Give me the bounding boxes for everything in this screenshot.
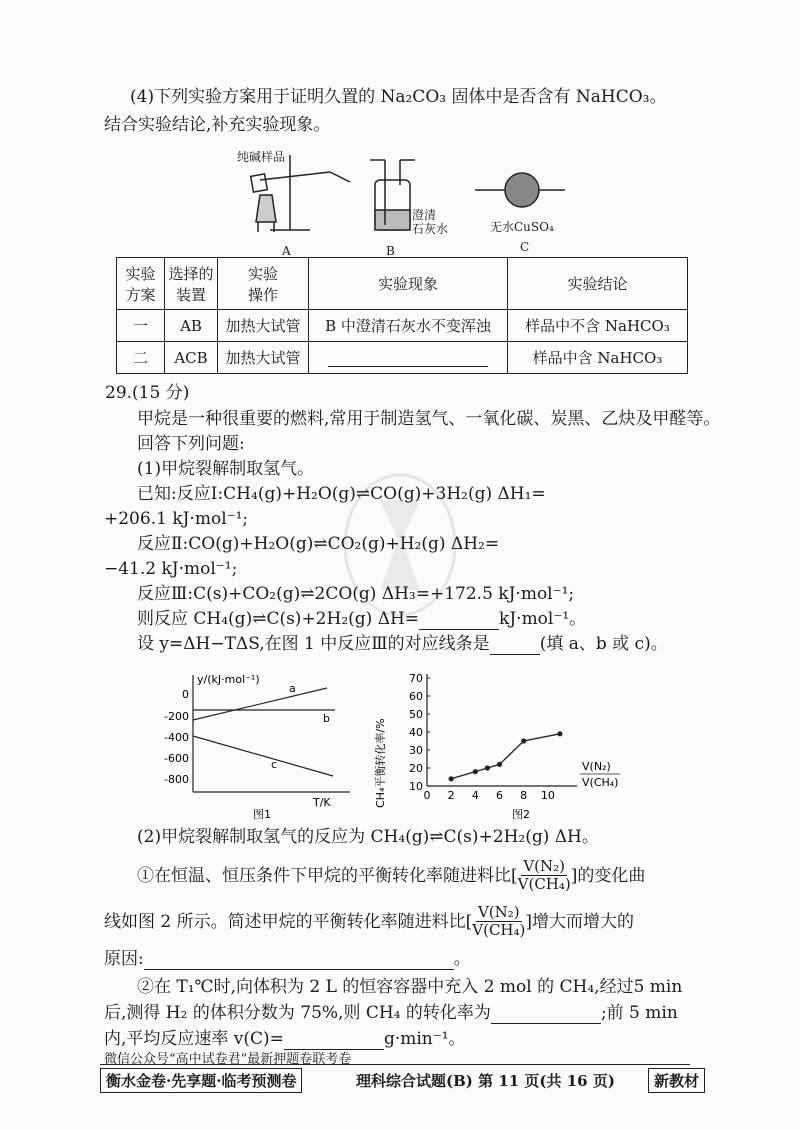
cell-conclusion: 样品中含 NaHCO₃ xyxy=(508,342,688,374)
q4-line2: 结合实验结论,补充实验现象。 xyxy=(104,115,331,135)
chart-data-point xyxy=(485,765,490,770)
chart-xtick-label: 2 xyxy=(447,789,455,802)
table-row xyxy=(117,310,688,342)
answer-blank-line[interactable] xyxy=(490,636,540,655)
answer-blank-phenomenon[interactable] xyxy=(328,348,488,367)
footer-brand: 衡水金卷·先享题·临考预测卷 xyxy=(100,1068,302,1093)
header-op-2: 操作 xyxy=(247,285,278,304)
chart-ytick-label: 40 xyxy=(409,726,423,739)
q29-p1 xyxy=(137,858,645,893)
fig1-ylabel: y/(kJ·mol⁻¹) xyxy=(197,673,260,686)
q29-p3-label: 原因: xyxy=(104,949,144,969)
table-header-row xyxy=(117,258,688,310)
ratio-fraction xyxy=(472,904,525,939)
footer-page: 理科综合试题(B) 第 11 页(共 16 页) xyxy=(356,1072,615,1090)
q29-r4a: 则反应 CH₄(g)⇌C(s)+2H₂(g) ΔH= xyxy=(137,609,420,629)
q29-r5 xyxy=(137,633,668,655)
footer-rule xyxy=(100,1064,690,1065)
header-plan xyxy=(117,258,165,310)
header-device xyxy=(165,258,218,310)
ratio-den: V(CH₄) xyxy=(472,921,526,939)
q29-r2b: −41.2 kJ·mol⁻¹; xyxy=(104,559,238,579)
q29-r4 xyxy=(137,608,586,630)
label-limewater-1: 澄清 xyxy=(412,208,437,222)
chart-ytick-label: 60 xyxy=(409,690,423,703)
q29-p5a: 后,测得 H₂ 的体积分数为 75%,则 CH₄ 的转化率为 xyxy=(104,1003,491,1023)
label-cuso4: 无水CuSO₄ xyxy=(490,220,554,234)
table-row xyxy=(117,342,688,374)
cell-plan: 二 xyxy=(117,342,165,374)
answer-blank-reason[interactable] xyxy=(144,951,454,970)
fig1-xlabel: T/K xyxy=(313,796,331,809)
chart-xtick-label: 0 xyxy=(423,789,431,802)
header-device-1: 选择的 xyxy=(168,264,214,283)
ratio-den: V(CH₄) xyxy=(517,875,571,893)
fig1-label-b: b xyxy=(323,712,330,725)
ratio-num: V(N₂) xyxy=(477,903,520,921)
label-b: B xyxy=(386,244,395,258)
fig1-tick: -600 xyxy=(164,752,189,765)
q29-intro2: 回答下列问题: xyxy=(137,434,245,454)
chart-xtick-label: 4 xyxy=(471,789,479,802)
apparatus-b xyxy=(370,160,415,230)
q29-p5 xyxy=(104,1002,678,1024)
fig1-tick: -200 xyxy=(164,710,189,723)
chart-xlabel-den: V(CH₄) xyxy=(582,776,619,789)
q29-r1b: +206.1 kJ·mol⁻¹; xyxy=(104,509,249,529)
ratio-fraction xyxy=(518,858,571,893)
label-limewater-2: 石灰水 xyxy=(412,222,449,236)
q29-r5a: 设 y=ΔH−TΔS,在图 1 中反应Ⅲ的对应线条是 xyxy=(137,634,490,654)
chart-xtick-label: 8 xyxy=(520,789,528,802)
chart-xlabel-num: V(N₂) xyxy=(582,760,611,773)
q29-p4: ②在 T₁℃时,向体积为 2 L 的恒容容器中充入 2 mol 的 CH₄,经过5 min xyxy=(137,977,683,997)
header-plan-1: 实验 xyxy=(125,264,156,283)
label-sample: 纯碱样品 xyxy=(237,150,286,164)
q29-p6b: g·min⁻¹。 xyxy=(383,1029,466,1049)
cell-phenomenon: B 中澄清石灰水不变浑浊 xyxy=(309,310,508,342)
ratio-num: V(N₂) xyxy=(523,857,566,875)
q29-p3-end: 。 xyxy=(453,949,471,969)
fig1-tick: -800 xyxy=(164,773,189,786)
experiment-table xyxy=(116,257,688,374)
header-phenomenon: 实验现象 xyxy=(309,258,508,310)
chart-data-point xyxy=(557,731,562,736)
wechat-note: 微信公众号“高中试卷君”最新押题卷联考卷 xyxy=(104,1052,352,1067)
label-c: C xyxy=(520,240,530,254)
apparatus-c xyxy=(475,173,565,207)
fig1-tick: -400 xyxy=(164,731,189,744)
fig1-label-a: a xyxy=(289,682,296,695)
cell-conclusion: 样品中不含 NaHCO₃ xyxy=(508,310,688,342)
q29-p2b: ]增大而增大的 xyxy=(525,911,635,932)
chart-ytick-label: 70 xyxy=(409,672,423,685)
header-op-1: 实验 xyxy=(247,264,278,283)
cell-op: 加热大试管 xyxy=(218,310,309,342)
q29-r3: 反应Ⅲ:C(s)+CO₂(g)⇌2CO(g) ΔH₃=+172.5 kJ·mol⁻¹; xyxy=(137,584,575,604)
figure-2-chart xyxy=(372,668,662,822)
q29-intro1: 甲烷是一种很重要的燃料,常用于制造氢气、一氧化碳、炭黑、乙炔及甲醛等。 xyxy=(137,409,721,429)
header-plan-2: 方案 xyxy=(125,285,156,304)
chart-caption: 图2 xyxy=(512,808,530,821)
cell-op: 加热大试管 xyxy=(218,342,309,374)
chart-ytick-label: 30 xyxy=(409,744,423,757)
answer-blank-dh[interactable] xyxy=(419,611,499,630)
figure-1 xyxy=(155,670,355,820)
fig1-tick: 0 xyxy=(182,688,189,701)
q29-p2a: 线如图 2 所示。简述甲烷的平衡转化率随进料比[ xyxy=(104,911,473,932)
chart-data-point xyxy=(449,776,454,781)
answer-blank-conversion[interactable] xyxy=(491,1005,601,1024)
q29-sub1: (1)甲烷裂解制取氢气。 xyxy=(137,459,315,479)
fig1-line-a xyxy=(193,688,327,720)
header-conclusion: 实验结论 xyxy=(508,258,688,310)
q29-p6 xyxy=(104,1028,466,1050)
cell-device: AB xyxy=(165,310,218,342)
chart-xtick-label: 10 xyxy=(540,789,555,802)
fig1-caption: 图1 xyxy=(253,808,271,820)
q29-r2a: 反应Ⅱ:CO(g)+H₂O(g)⇌CO₂(g)+H₂(g) ΔH₂= xyxy=(137,534,500,554)
chart-ytick-label: 20 xyxy=(409,762,423,775)
chart-xtick-label: 6 xyxy=(496,789,503,802)
q29-p1a: ①在恒温、恒压条件下甲烷的平衡转化率随进料比[ xyxy=(137,865,518,886)
q29-title: 29.(15 分) xyxy=(105,383,190,403)
chart-data-point xyxy=(521,738,526,743)
cell-device: ACB xyxy=(165,342,218,374)
q29-r5b: (填 a、b 或 c)。 xyxy=(539,634,668,654)
q29-r4b: kJ·mol⁻¹。 xyxy=(499,609,587,629)
q29-p2 xyxy=(104,904,634,939)
q29-r1a: 已知:反应Ⅰ:CH₄(g)+H₂O(g)⇌CO(g)+3H₂(g) ΔH₁= xyxy=(137,484,546,504)
chart-ytick-label: 50 xyxy=(409,708,423,721)
header-op xyxy=(218,258,309,310)
chart-data-point xyxy=(497,762,502,767)
header-device-2: 装置 xyxy=(175,285,206,304)
cell-plan: 一 xyxy=(117,310,165,342)
chart-data-point xyxy=(473,769,478,774)
q29-p6a: 内,平均反应速率 v(C)= xyxy=(104,1029,284,1049)
q29-p1b: ]的变化曲 xyxy=(570,865,646,886)
chart-ylabel: CH₄平衡转化率/% xyxy=(374,718,387,808)
apparatus-a xyxy=(251,155,350,232)
chart-series-line xyxy=(451,734,560,779)
label-a: A xyxy=(282,244,291,258)
q29-p3 xyxy=(104,948,471,970)
footer-tag: 新教材 xyxy=(648,1068,705,1093)
cell-phenomenon-blank[interactable] xyxy=(309,342,508,374)
q29-sub2: (2)甲烷裂解制取氢气的反应为 CH₄(g)⇌C(s)+2H₂(g) ΔH。 xyxy=(137,827,599,847)
fig1-label-c: c xyxy=(271,758,278,771)
q29-p5b: ;前 5 min xyxy=(600,1003,678,1023)
chart-ytick-label: 10 xyxy=(409,780,423,793)
fig1-line-c xyxy=(193,736,333,776)
q4-line1: (4)下列实验方案用于证明久置的 Na₂CO₃ 固体中是否含有 NaHCO₃。 xyxy=(130,87,667,107)
